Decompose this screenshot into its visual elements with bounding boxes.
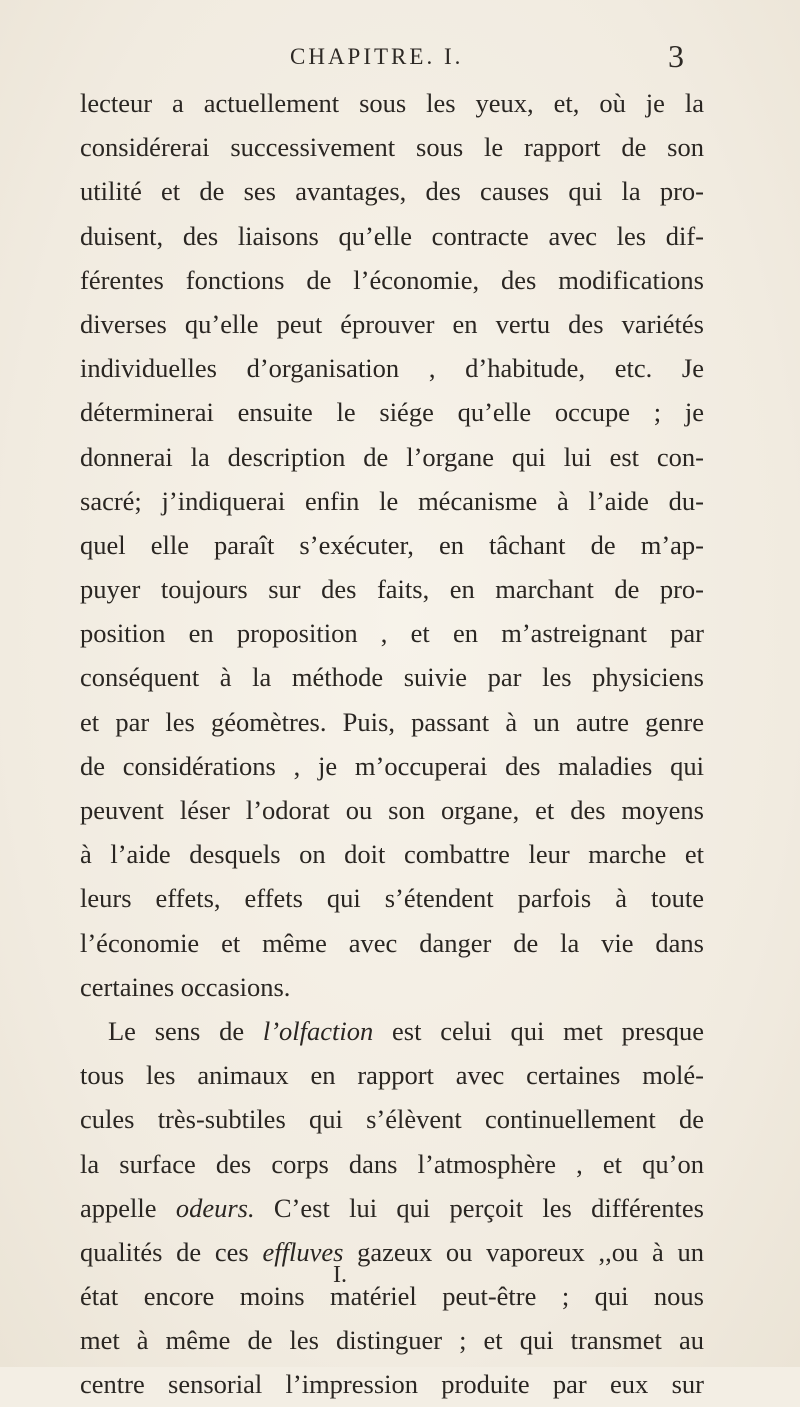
text-line <box>80 1230 704 1274</box>
text-line: utilité et de ses avantages, des causes qui la pro- <box>80 176 704 207</box>
text-line: sacré; j’indiquerai enfin le mécanisme à l’aide du- <box>80 485 704 516</box>
text-line: quel elle paraît s’exécuter, en tâchant de m’ap- <box>80 529 704 560</box>
page-header <box>0 38 800 78</box>
text-line: peuvent léser l’odorat ou son organe, et des moyens <box>80 795 704 825</box>
text-line: individuelles d’organisation , d’habitude, etc. Je <box>80 353 704 384</box>
text-line: à l’aide desquels on doit combattre leur marche et <box>80 839 704 870</box>
text-line: l’économie et même avec danger de la vie dans <box>80 927 704 958</box>
text-span: Le sens de <box>108 1015 263 1046</box>
text-line: puyer toujours sur des faits, en marchant de pro- <box>80 574 704 605</box>
text-line: duisent, des liaisons qu’elle contracte avec les dif- <box>80 220 704 251</box>
text-line: leurs effets, effets qui s’étendent parfois à toute <box>80 883 704 914</box>
signature-mark: I. <box>333 1262 347 1288</box>
text-line: tous les animaux en rapport avec certaines molé- <box>80 1060 704 1091</box>
italic-term-effluves: effluves <box>262 1236 344 1267</box>
text-line <box>80 1186 704 1230</box>
text-line: considérerai successivement sous le rapport de son <box>80 132 704 163</box>
text-line: position en proposition , et en m’astreignant par <box>80 618 704 649</box>
text-span: C’est lui qui perçoit les différentes <box>254 1192 704 1223</box>
running-head: CHAPITRE. I. <box>290 44 464 69</box>
text-line: certaines occasions. <box>80 971 291 1002</box>
italic-term-olfaction: l’olfaction <box>262 1015 374 1046</box>
text-line: état encore moins matériel peut-être ; qui nous <box>80 1281 704 1312</box>
text-line: férentes fonctions de l’économie, des modifications <box>80 264 704 295</box>
paragraph-start-line <box>80 1009 704 1053</box>
text-line: la surface des corps dans l’atmosphère , et qu’on <box>80 1148 704 1179</box>
text-line: donnerai la description de l’organe qui lui est con- <box>80 441 704 472</box>
text-line: cules très-subtiles qui s’élèvent continuellement de <box>80 1104 704 1135</box>
body-text <box>80 81 704 1407</box>
text-span: appelle <box>80 1192 176 1223</box>
italic-term-odeurs: odeurs. <box>175 1192 255 1223</box>
text-line: conséquent à la méthode suivie par les physiciens <box>80 662 704 693</box>
text-line: centre sensorial l’impression produite par eux sur <box>80 1369 704 1400</box>
text-line: de considérations , je m’occuperai des maladies qui <box>80 750 704 781</box>
text-line: déterminerai ensuite le siége qu’elle occupe ; je <box>80 397 704 428</box>
text-span: gazeux ou vaporeux ,,ou à un <box>343 1236 704 1267</box>
text-span: est celui qui met presque <box>373 1015 704 1046</box>
page-number: 3 <box>668 38 684 74</box>
text-line: lecteur a actuellement sous les yeux, et, où je la <box>80 88 704 118</box>
text-line: diverses qu’elle peut éprouver en vertu des variétés <box>80 308 704 339</box>
text-span: qualités de ces <box>80 1236 263 1267</box>
text-line: et par les géomètres. Puis, passant à un autre genre <box>80 706 704 737</box>
text-line: met à même de les distinguer ; et qui transmet au <box>80 1325 704 1356</box>
